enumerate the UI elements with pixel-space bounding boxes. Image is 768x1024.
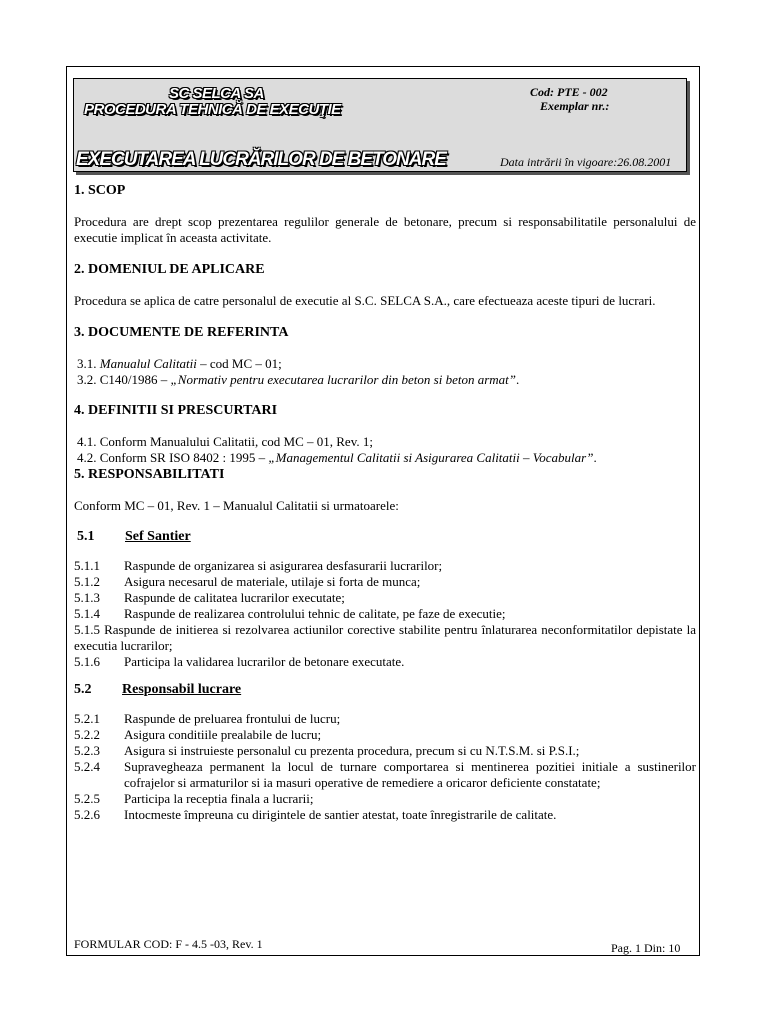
list-item: 5.2.5 Participa la receptia finala a lucrarii; — [74, 791, 314, 806]
responsibility-list — [74, 711, 696, 823]
definition-item: 4.1. Conform Manualului Calitatii, cod MC – 01, Rev. 1; — [77, 434, 373, 449]
section-title-references: 3. DOCUMENTE DE REFERINTA — [74, 325, 289, 340]
document-body — [74, 182, 696, 835]
list-item: 5.2.4 Supravegheaza permanent la locul de turnare comportarea si mentinerea pozitiei initiale a sustinerilor cofrajelor si armaturilor si ia masuri operative de remediere a oricaror deficiente constatate; — [74, 759, 696, 790]
responsibility-list — [74, 558, 696, 670]
subsection-title — [74, 529, 696, 545]
subsection-title — [74, 682, 696, 698]
subsection-label: Responsabil lucrare — [122, 682, 242, 697]
company-name: SC SELCA SA — [169, 85, 264, 102]
list-item: 5.1.6 Participa la validarea lucrarilor de betonare executate. — [74, 654, 405, 669]
section-text-scope: Procedura are drept scop prezentarea regulilor generale de betonare, precum si responsabilitatile personalului de executie implicat în aceasta activitate. — [74, 214, 696, 245]
section-title-responsibilities: 5. RESPONSABILITATI — [74, 467, 225, 482]
form-code: FORMULAR COD: F - 4.5 -03, Rev. 1 — [74, 937, 263, 951]
section-text-domain: Procedura se aplica de catre personalul de executie al S.C. SELCA S.A., care efectueaza aceste tipuri de lucrari. — [74, 293, 656, 308]
document-header — [73, 78, 687, 172]
subsection-number: 5.1 — [77, 529, 95, 544]
copy-number: Exemplar nr.: — [540, 99, 610, 113]
subsection-label: Sef Santier — [125, 529, 191, 544]
procedure-type: PROCEDURA TEHNICĂ DE EXECUŢIE — [84, 101, 341, 118]
effective-date: Data intrării în vigoare:26.08.2001 — [500, 155, 672, 169]
definition-item: 4.2. Conform SR ISO 8402 : 1995 – „Managementul Calitatii si Asigurarea Calitatii – Vocabular”. — [77, 450, 597, 465]
section-text-responsibilities: Conform MC – 01, Rev. 1 – Manualul Calitatii si urmatoarele: — [74, 498, 399, 513]
list-item: 5.2.2 Asigura conditiile prealabile de lucru; — [74, 727, 322, 742]
page-number: Pag. 1 Din: 10 — [611, 941, 681, 955]
spacer — [74, 388, 696, 402]
section-title-scope: 1. SCOP — [74, 183, 126, 198]
list-item: 5.2.3 Asigura si instruieste personalul cu prezenta procedura, precum si cu N.T.S.M. si P.S.I.; — [74, 743, 580, 758]
list-item: 5.1.4 Raspunde de realizarea controlului tehnic de calitate, pe faze de executie; — [74, 606, 506, 621]
list-item: 5.1.2 Asigura necesarul de materiale, utilaje si forta de munca; — [74, 574, 421, 589]
list-item: 5.2.6 Intocmeste împreuna cu dirigintele de santier atestat, toate înregistrarile de calitate. — [74, 807, 557, 822]
list-item: 5.1.5 Raspunde de initierea si rezolvarea actiunilor corective stabilite pentru înlaturarea neconformitatilor depistate la executia lucrarilor; — [74, 622, 696, 653]
list-item: 5.2.1 Raspunde de preluarea frontului de lucru; — [74, 711, 341, 726]
section-title-definitions: 4. DEFINITII SI PRESCURTARI — [74, 403, 278, 418]
reference-item: 3.1. Manualul Calitatii – cod MC – 01; — [77, 356, 282, 371]
section-title-domain: 2. DOMENIUL DE APLICARE — [74, 262, 265, 277]
reference-item: 3.2. C140/1986 – „Normativ pentru executarea lucrarilor din beton si beton armat”. — [77, 372, 520, 387]
list-item: 5.1.1 Raspunde de organizarea si asigurarea desfasurarii lucrarilor; — [74, 558, 443, 573]
list-item: 5.1.3 Raspunde de calitatea lucrarilor executate; — [74, 590, 345, 605]
procedure-code: Cod: PTE - 002 — [530, 85, 608, 99]
document-title: EXECUTAREA LUCRĂRILOR DE BETONARE — [76, 149, 446, 170]
subsection-number: 5.2 — [74, 682, 92, 697]
